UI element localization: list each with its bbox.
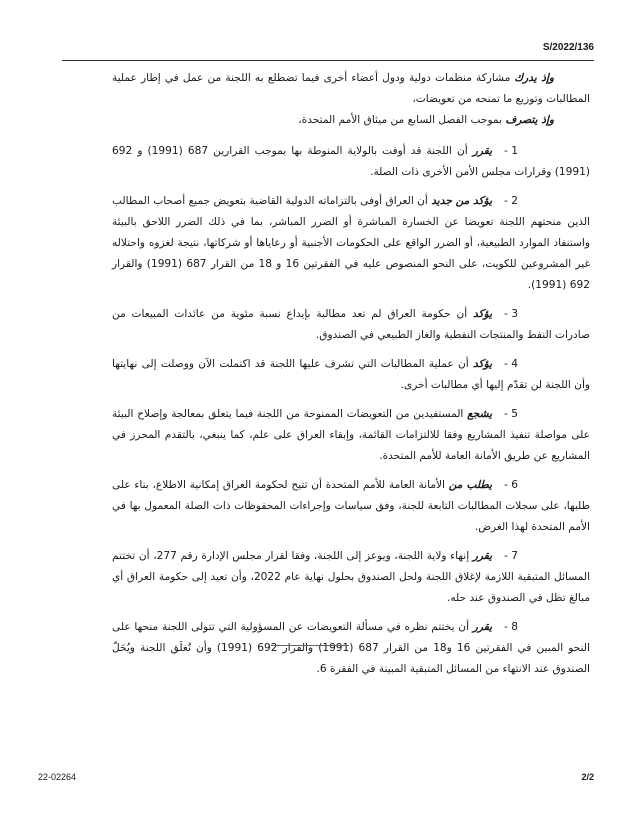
paragraph-number: 7 - (504, 550, 518, 562)
end-of-document-rule (271, 645, 349, 646)
operative-paragraph-3 (112, 304, 590, 346)
preamble-paragraph-2 (112, 110, 590, 131)
operative-text: أن العراق أوفى بالتزاماته الدولية القاضية بتعويض جميع أصحاب المطالب الذين منحتهم اللجنة تعويضا عن الخسارة المباشرة أو الضرر المباشر، بما في ذلك الضرر اللاحق بالبيئة واستنفاد الموارد الطبيعية، أو الضرر الواقع على الحكومات الأجنبية أو رعاياها أو شركاتها، نتيجة لغزوه واحتلاله غير المشروعين للكويت، على النحو المنصوص عليه في الفقرتين 16 و 18 من القرار 687 (1991) والقرار 692 (1991). (112, 195, 590, 291)
document-symbol: S/2022/136 (542, 42, 594, 53)
operative-text: أن عملية المطالبات التي تشرف عليها اللجنة قد اكتملت الآن ووصلت إلى نهايتها وأن اللجنة لن تقدّم إليها أي مطالبات أخرى. (112, 358, 590, 391)
page-header (62, 42, 594, 58)
paragraph-number: 2 - (504, 195, 518, 207)
document-code: 22-02264 (38, 772, 77, 782)
preamble-text-1: مشاركة منظمات دولية ودول أعضاء أخرى فيما تضطلع به اللجنة من عمل في إطار عملية المطالبات وتوزيع ما تمنحه من تعويضات، (112, 72, 590, 105)
operative-paragraph-8 (112, 617, 590, 680)
operative-key: يطلب من (448, 479, 493, 491)
resolution-body (112, 68, 590, 688)
preamble-text-2: بموجب الفصل السابع من ميثاق الأمم المتحدة، (298, 114, 506, 126)
operative-paragraph-4 (112, 354, 590, 396)
preamble-key-1: وإذ يدرك (514, 72, 555, 84)
operative-paragraph-5 (112, 404, 590, 467)
page-number: 2/2 (581, 772, 594, 782)
operative-text: أن يختتم نظره في مسألة التعويضات عن المسؤولية التي تتولى اللجنة منحها على النحو المبين في الفقرتين 16 و18 من القرار 687 (1991) والقرار 692 (1991) وأن تُغلَق اللجنة ويُحَلّ الصندوق عند الانتهاء من المسائل المتبقية المبينة في الفقرة 6. (112, 621, 590, 675)
operative-key: يؤكد من جديد (431, 195, 493, 207)
paragraph-number: 6 - (504, 479, 519, 491)
operative-paragraph-7 (112, 546, 590, 609)
paragraph-number: 1 - (504, 145, 518, 157)
operative-key: يشجع (467, 408, 493, 420)
operative-key: يؤكد (473, 358, 493, 370)
paragraph-number: 3 - (504, 308, 518, 320)
operative-text: الأمانة العامة للأمم المتحدة أن تتيح لحكومة العراق إمكانية الاطلاع، بناء على طلبها، على سجلات المطالبات التابعة للجنة، وفق سياسات وإجراءات المحفوظات ذات الصلة المعمول بها في الأمم المتحدة لهذا الغرض. (112, 479, 590, 533)
operative-key: يقرر (472, 145, 493, 157)
paragraph-number: 4 - (504, 358, 518, 370)
operative-text: أن حكومة العراق لم تعد مطالبة بإيداع نسبة مئوية من عائدات المبيعات من صادرات النفط والمنتجات النفطية والغاز الطبيعي في الصندوق. (112, 308, 590, 341)
operative-key: يؤكد (473, 308, 493, 320)
operative-text: أن اللجنة قد أوفت بالولاية المنوطة بها بموجب القرارين 687 (1991) و 692 (1991) وقرارات مجلس الأمن الأخرى ذات الصلة. (112, 145, 590, 178)
operative-text: إنهاء ولاية اللجنة، ويوعز إلى اللجنة، وفقا لقرار مجلس الإدارة رقم 277، أن تختتم المسائل المتبقية اللازمة لإغلاق اللجنة ولحل الصندوق بحلول نهاية عام 2022، وأن تعيد إلى حكومة العراق أي مبالغ تظل في الصندوق عند حله. (112, 550, 591, 604)
operative-key: يقرر (472, 621, 493, 633)
paragraph-number: 5 - (504, 408, 518, 420)
operative-text: المستفيدين من التعويضات الممنوحة من اللجنة فيما يتعلق بمعالجة وإصلاح البيئة على مواصلة تنفيذ المشاريع وفقا للالتزامات القائمة، وإبقاء العراق على علم، كما ينبغي، بالتقدم المحرز في المشاريع عن طريق الأمانة العامة للأمم المتحدة. (112, 408, 590, 462)
operative-paragraph-6 (112, 475, 590, 538)
operative-paragraph-1 (112, 141, 590, 183)
header-rule (62, 60, 594, 61)
paragraph-number: 8 - (504, 621, 518, 633)
preamble-key-2: وإذ يتصرف (505, 114, 554, 126)
operative-key: يقرر (472, 550, 493, 562)
operative-paragraph-2 (112, 191, 590, 296)
preamble-paragraph-1 (112, 68, 590, 110)
